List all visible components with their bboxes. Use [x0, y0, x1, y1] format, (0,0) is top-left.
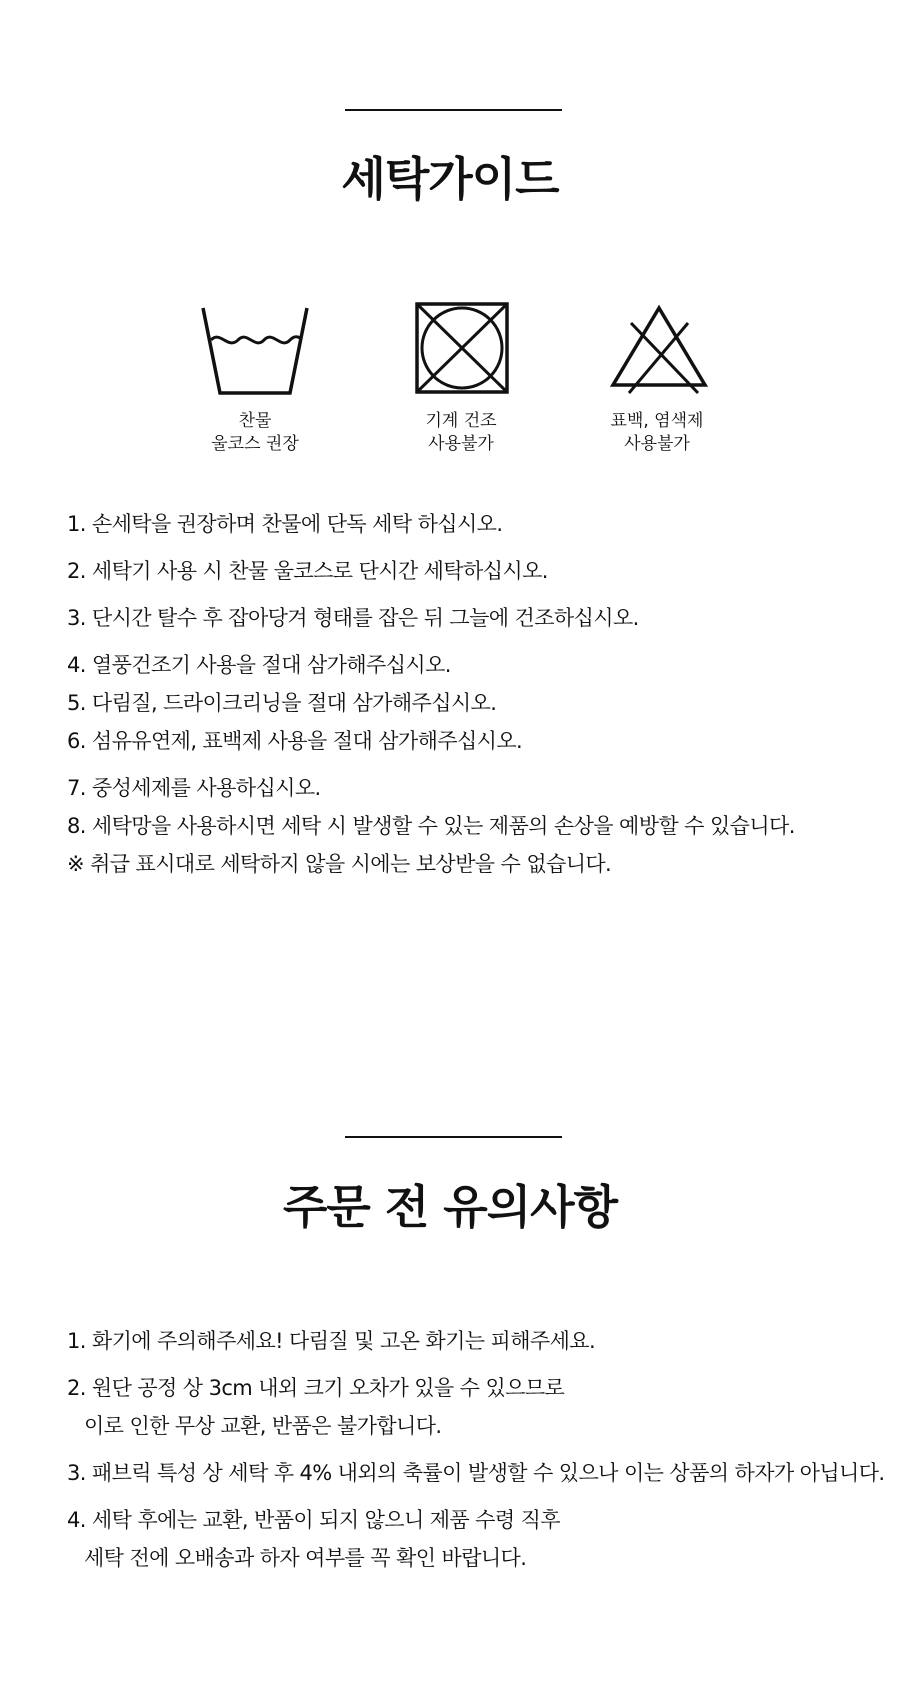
hand-wash-basin-icon [200, 296, 310, 396]
instruction-item: 5. 다림질, 드라이크리닝을 절대 삼가해주십시오. [67, 691, 497, 715]
instruction-item: 7. 중성세제를 사용하십시오. [67, 776, 321, 800]
symbol-caption-line2: 사용불가 [624, 434, 690, 454]
care-disclaimer: ※ 취급 표시대로 세탁하지 않을 시에는 보상받을 수 없습니다. [67, 852, 612, 876]
notice-item: 3. 패브릭 특성 상 세탁 후 4% 내외의 축률이 발생할 수 있으나 이는 상품의 하자가 아닙니다. [67, 1461, 885, 1485]
washing-guide-title: 세탁가이드 [341, 152, 559, 206]
section-divider [345, 1136, 562, 1138]
symbol-caption-line2: 사용불가 [428, 434, 494, 454]
no-tumble-dry-icon [406, 296, 516, 396]
instruction-item: 4. 열풍건조기 사용을 절대 삼가해주십시오. [67, 653, 451, 677]
symbol-caption-line1: 기계 건조 [425, 411, 497, 431]
care-symbol-hand-wash [165, 296, 345, 456]
notice-item-continuation: 이로 인한 무상 교환, 반품은 불가합니다. [84, 1414, 442, 1438]
section-divider [345, 109, 562, 111]
instruction-item: 8. 세탁망을 사용하시면 세탁 시 발생할 수 있는 제품의 손상을 예방할 수 있습니다. [67, 814, 795, 838]
symbol-caption-line1: 찬물 [238, 411, 272, 431]
notice-item: 2. 원단 공정 상 3cm 내외 크기 오차가 있을 수 있으므로 [67, 1376, 565, 1400]
instruction-item: 1. 손세탁을 권장하며 찬물에 단독 세탁 하십시오. [67, 512, 503, 536]
order-notice-title: 주문 전 유의사항 [282, 1180, 618, 1234]
symbol-caption-line2: 울코스 권장 [211, 434, 299, 454]
care-symbol-no-bleach [567, 296, 747, 456]
instruction-item: 3. 단시간 탈수 후 잡아당겨 형태를 잡은 뒤 그늘에 건조하십시오. [67, 606, 639, 630]
notice-item: 1. 화기에 주의해주세요! 다림질 및 고온 화기는 피해주세요. [67, 1329, 596, 1353]
care-symbol-no-tumble-dry [371, 296, 551, 456]
instruction-item: 2. 세탁기 사용 시 찬물 울코스로 단시간 세탁하십시오. [67, 559, 548, 583]
symbol-caption-line1: 표백, 염색제 [610, 411, 704, 431]
notice-item-continuation: 세탁 전에 오배송과 하자 여부를 꼭 확인 바랍니다. [84, 1546, 527, 1570]
notice-item: 4. 세탁 후에는 교환, 반품이 되지 않으니 제품 수령 직후 [67, 1508, 560, 1532]
instruction-item: 6. 섬유유연제, 표백제 사용을 절대 삼가해주십시오. [67, 729, 523, 753]
no-bleach-icon [602, 296, 712, 396]
